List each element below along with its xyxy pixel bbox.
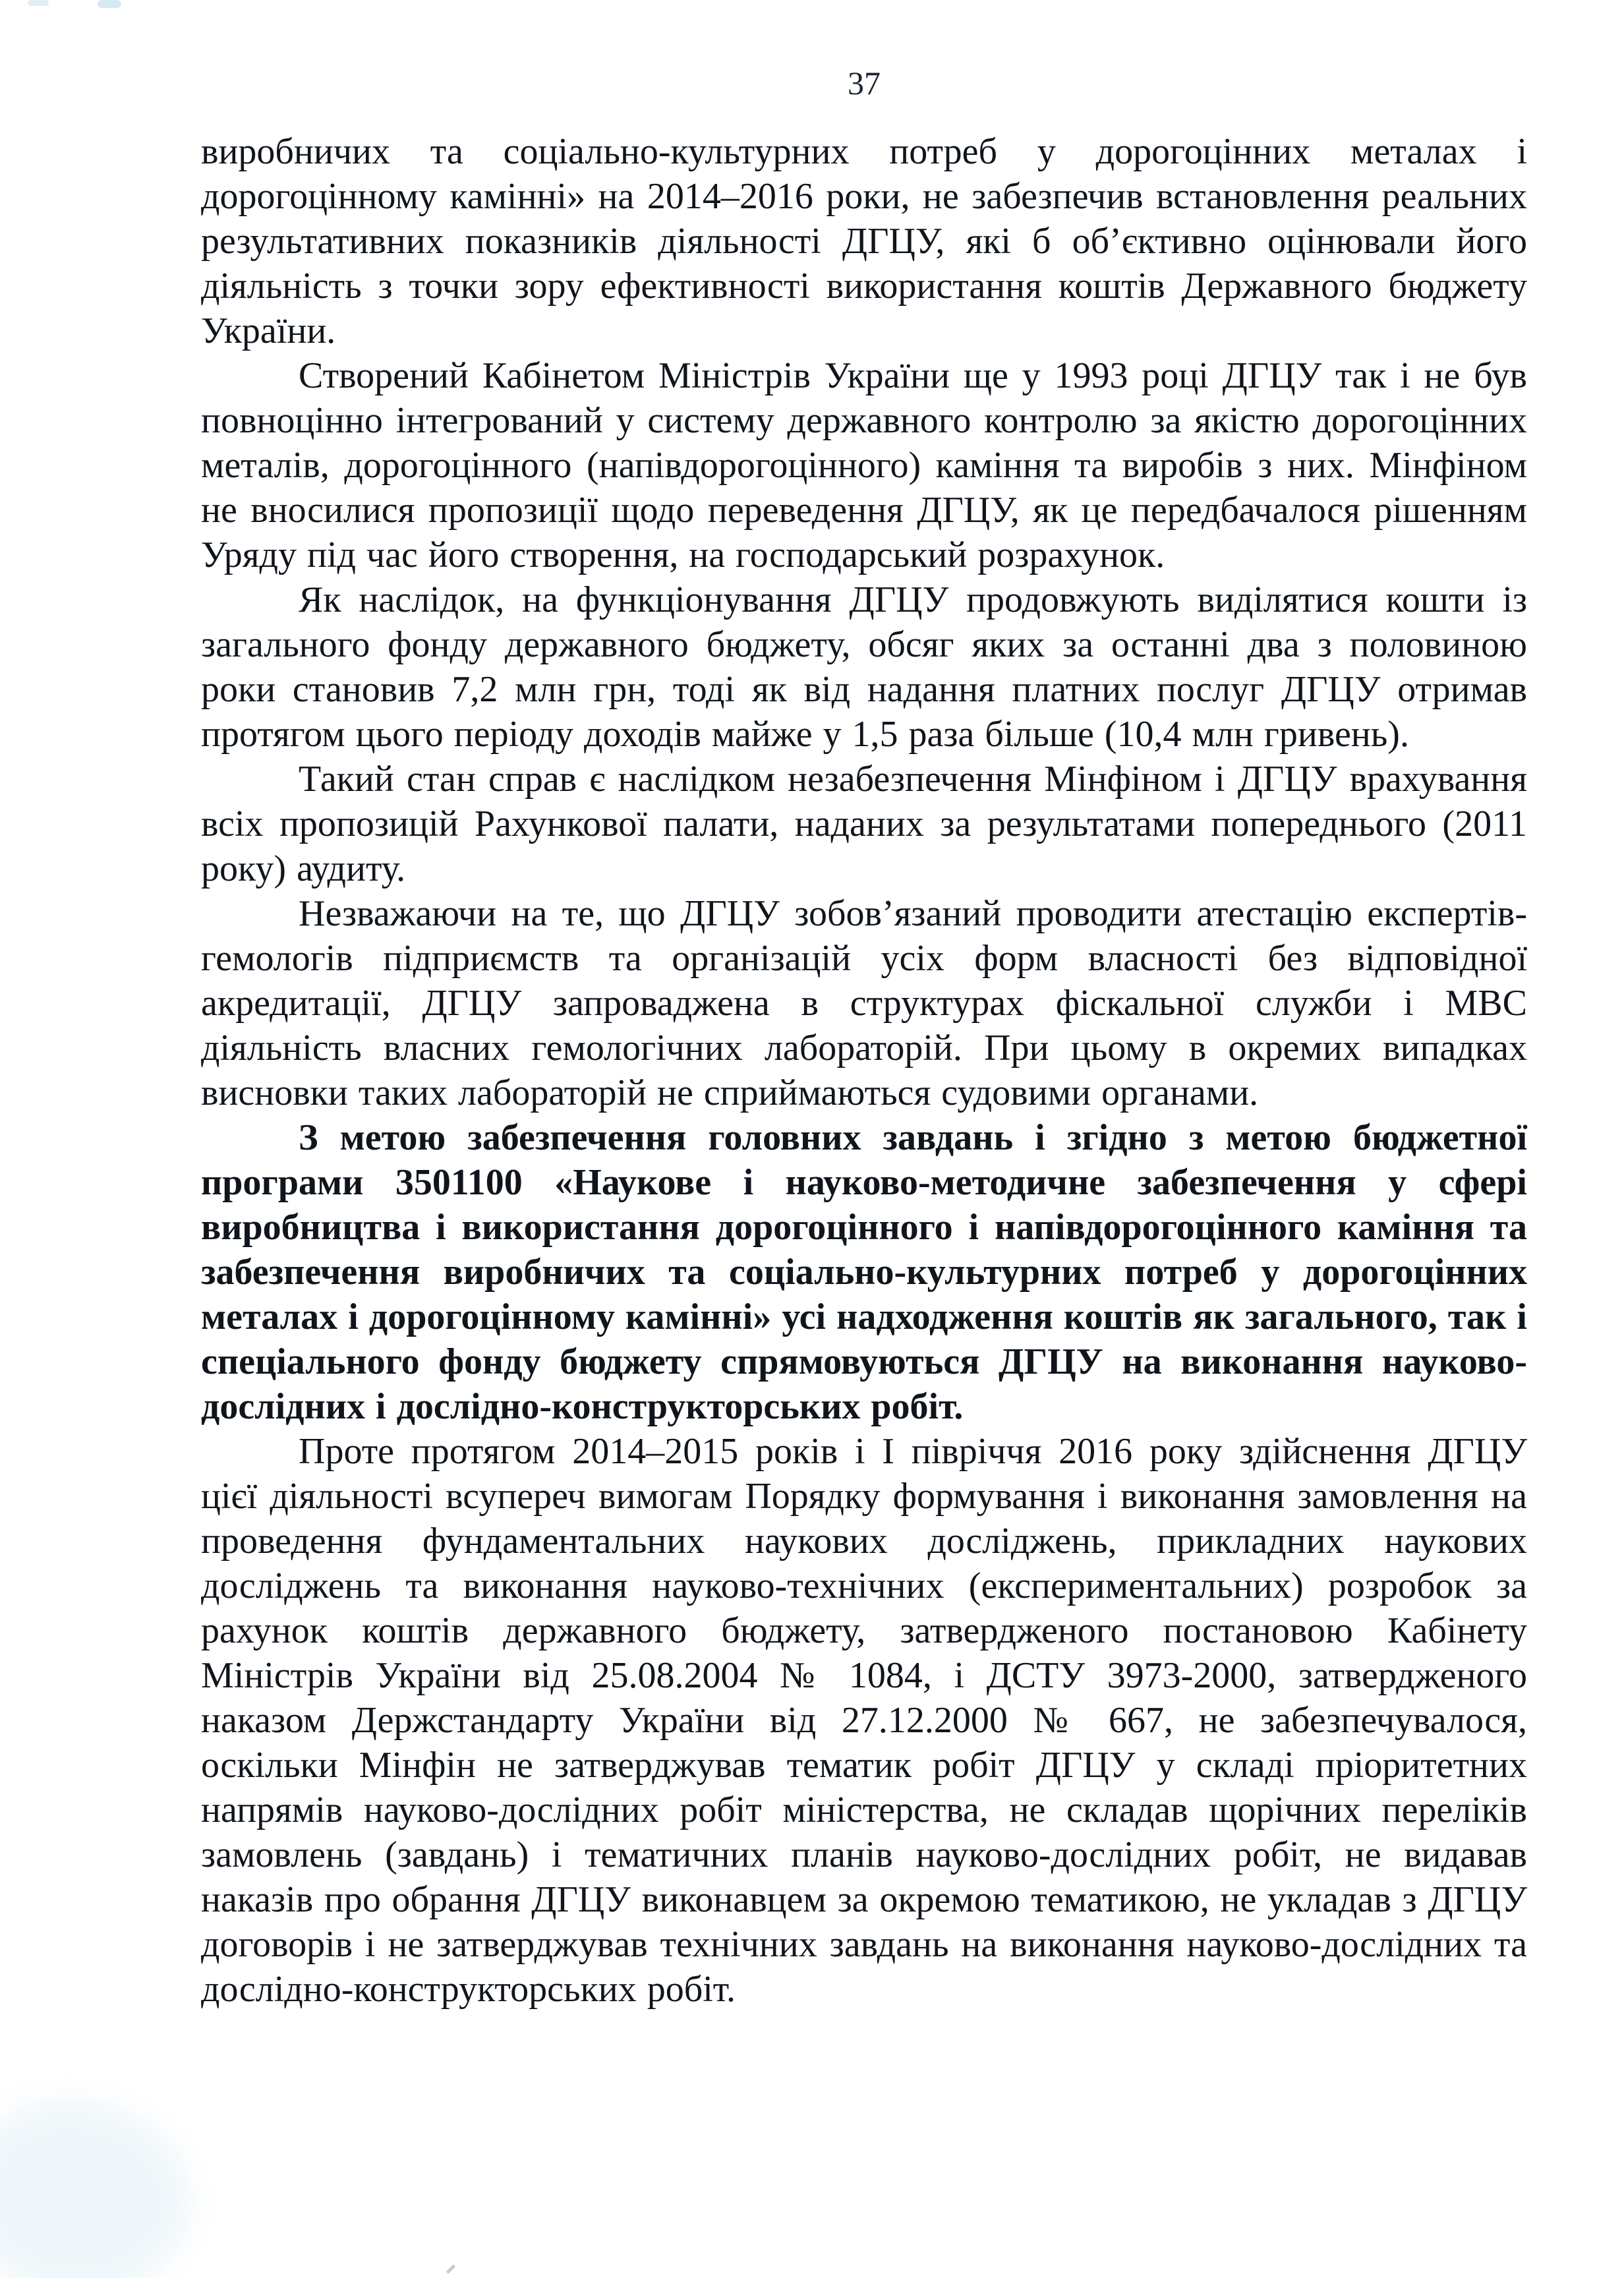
scan-smudge-top-left-1 <box>28 0 49 6</box>
body-paragraph: Проте протягом 2014–2015 років і І півріччя 2016 року здійснення ДГЦУ цієї діяльності всупереч вимогам Порядку формування і виконання замовлення на проведення фундаментальних наукових досліджень, прикладних наукових досліджень та виконання науково-технічних (експериментальних) розробок за рахунок коштів державного бюджету, затвердженого постановою Кабінету Міністрів України від 25.08.2004 № 1084, і ДСТУ 3973-2000, затвердженого наказом Держстандарту України від 27.12.2000 № 667, не забезпечувалося, оскільки Мінфін не затверджував тематик робіт ДГЦУ у складі пріоритетних напрямів науково-дослідних робіт міністерства, не складав щорічних переліків замовлень (завдань) і тематичних планів науково-дослідних робіт, не видавав наказів про обрання ДГЦУ виконавцем за окремою тематикою, не укладав з ДГЦУ договорів і не затверджував технічних завдань на виконання науково-дослідних та дослідно-конструкторських робіт. <box>201 1431 1527 2010</box>
scan-speck-bottom <box>446 2264 456 2274</box>
body-paragraph-emphasized: З метою забезпечення головних завдань і згідно з метою бюджетної програми 3501100 «Наукове і науково-методичне забезпечення у сфері виробництва і використання дорогоцінного і напівдорогоцінного каміння та забезпечення виробничих та соціально-культурних потреб у дорогоцінних металах і дорогоцінному камінні» усі надходження коштів як загального, так і спеціального фонду бюджету спрямовуються ДГЦУ на виконання науково-дослідних і дослідно-конструкторських робіт. <box>201 1117 1527 1427</box>
body-paragraph: Як наслідок, на функціонування ДГЦУ продовжують виділятися кошти із загального фонду державного бюджету, обсяг яких за останні два з половиною роки становив 7,2 млн грн, тоді як від надання платних послуг ДГЦУ отримав протягом цього періоду доходів майже у 1,5 раза більше (10,4 млн гривень). <box>201 579 1527 755</box>
body-paragraph: Незважаючи на те, що ДГЦУ зобов’язаний проводити атестацію експертів-гемологів підприємств та організацій усіх форм власності без відповідної акредитації, ДГЦУ запроваджена в структурах фіскальної служби і МВС діяльність власних гемологічних лабораторій. При цьому в окремих випадках висновки таких лабораторій не сприймаються судовими органами. <box>201 893 1527 1113</box>
scan-smudge-top-left-2 <box>98 0 121 8</box>
body-paragraph: Такий стан справ є наслідком незабезпечення Мінфіном і ДГЦУ врахування всіх пропозицій Рахункової палати, наданих за результатами попереднього (2011 року) аудиту. <box>201 759 1527 889</box>
page-number: 37 <box>848 65 881 102</box>
body-paragraph-continuation: виробничих та соціально-культурних потреб у дорогоцінних металах і дорогоцінному камінні» на 2014–2016 роки, не забезпечив встановлення реальних результативних показників діяльності ДГЦУ, які б об’єктивно оцінювали його діяльність з точки зору ефективності використання коштів Державного бюджету України. <box>201 131 1527 351</box>
document-body <box>201 129 1527 2012</box>
body-paragraph: Створений Кабінетом Міністрів України ще у 1993 році ДГЦУ так і не був повноцінно інтегрований у систему державного контролю за якістю дорогоцінних металів, дорогоцінного (напівдорогоцінного) каміння та виробів з них. Мінфіном не вносилися пропозиції щодо переведення ДГЦУ, як це передбачалося рішенням Уряду під час його створення, на господарський розрахунок. <box>201 355 1527 575</box>
scan-smudge-bottom-left <box>0 2099 191 2278</box>
